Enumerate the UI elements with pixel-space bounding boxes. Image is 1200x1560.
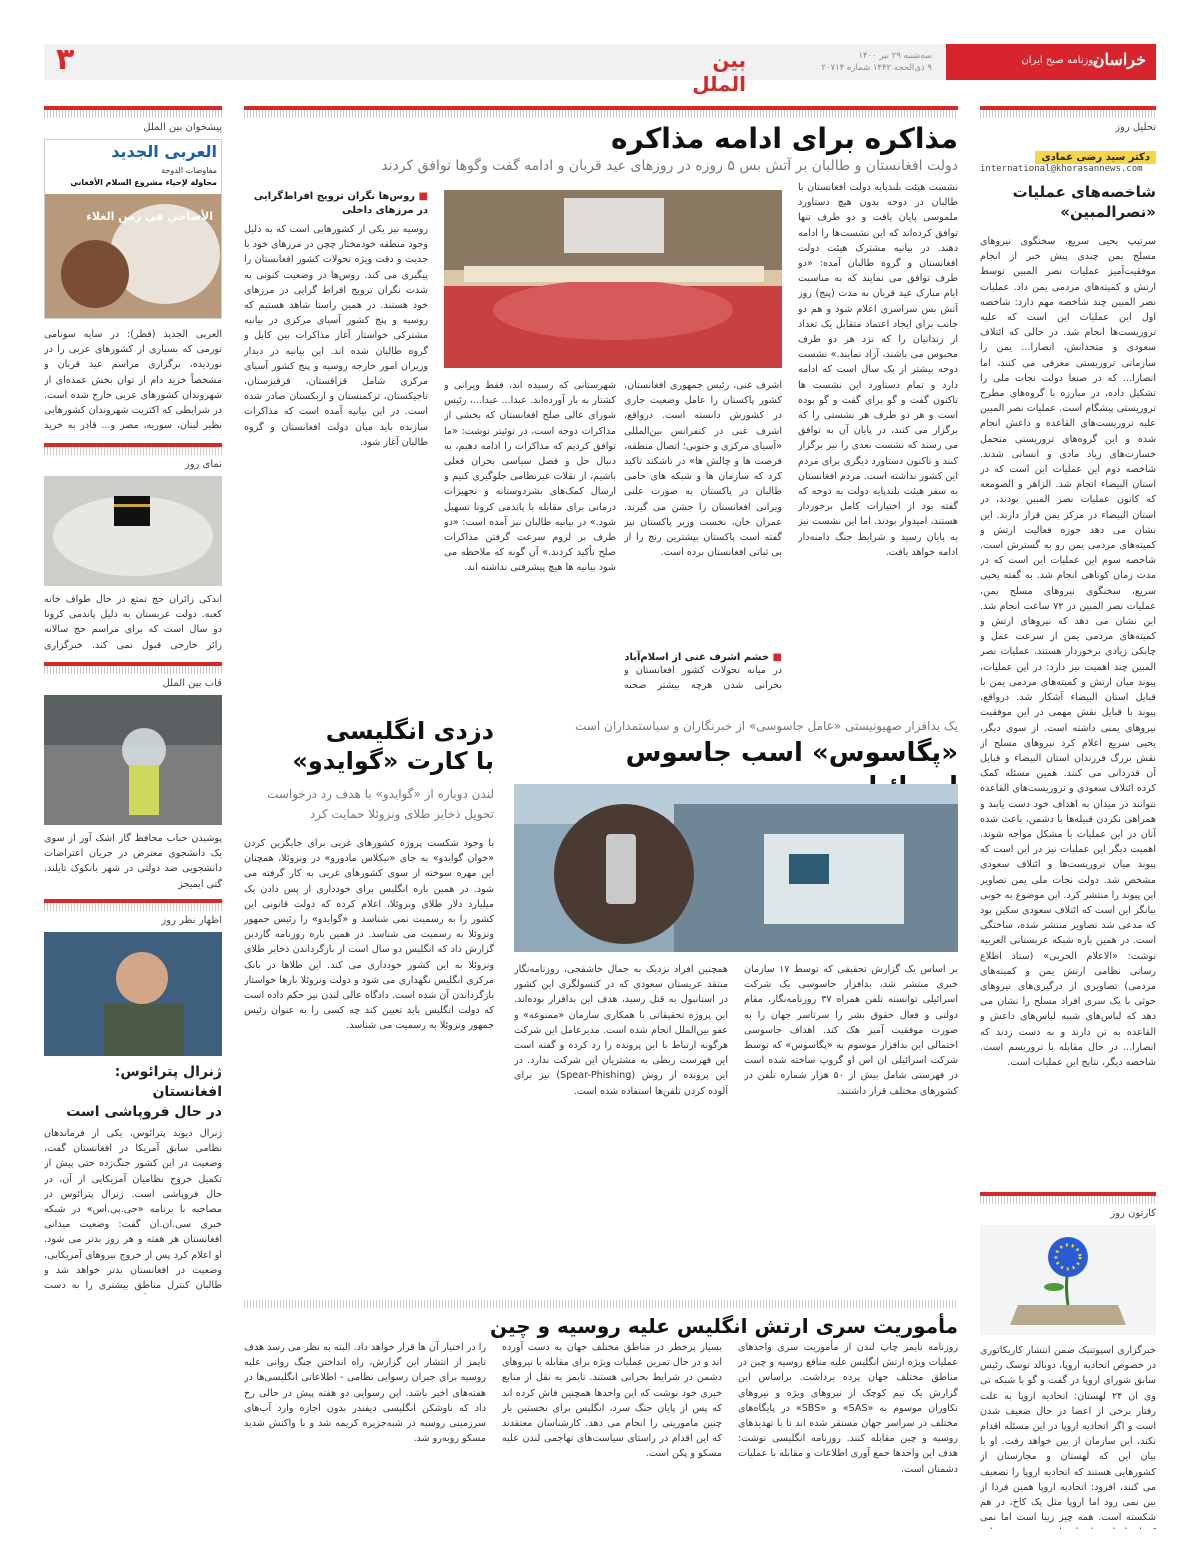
pegasus-photo (514, 784, 958, 952)
cartoon-label: کارتون روز (1110, 1208, 1156, 1219)
brand-bar (946, 44, 1156, 80)
issue-date (772, 50, 932, 74)
uk-title: مأموریت سری ارتش انگلیس علیه روسیه و چین (490, 1314, 958, 1338)
uk-col-3: را در اختیار آن ها قرار خواهد داد. البته به نظر می رسد هدف تایمز از انتشار این گزارش، راه انداختن جنگ روانی علیه روسیه برای جبران رسوایی نظامی - اطلاعاتی انگلیسی‌ها در هفته‌های اخیر باشد. این رسوایی دو هفته پیش در حالی رخ داد که ناوشکن انگلیسی دیفندر بدون اجازه وارد آب‌های سرزمینی روسیه در شبه‌جزیره کریمه شد و با واکنش شدید مسکو روبه‌رو شد. (244, 1342, 486, 1445)
main-col-4 (244, 190, 428, 700)
view-label: نمای روز (184, 459, 222, 470)
kaaba-photo (44, 476, 222, 586)
author-name: دکتر سید رضی عمادی (1035, 151, 1156, 164)
main-col-2: شهرستانی که رسیده اند، فقط ویرانی و کشتار به بار آورده‌اند. عبدا... عبدا...، رئیس شورای عالی صلح افغانستان که بخشی از مذاکرات دوحه است، در توئیتر نوشت: «ما توافق کردیم که مذاکرات را ادامه دهیم، به دنبال حل و فصل سیاسی بحران فعلی باشیم، از نقلات غیرنظامی جلوگیری کنیم و ارسال کمک‌های بشردوستانه و تجهیزات درمانی برای مقابله با پاندمی کرونا تسهیل شود.» در بیانیه طالبان نیز آمده است: «دو طرف بر لزوم سرعت گرفتن مذاکرات صلح تأکید کردند.» آن گونه که ملاحظه می شود بیانیه ها هیچ پیشرفتی نداشته اند. (444, 380, 616, 574)
bangkok-protest-image (44, 695, 222, 825)
analysis-body: سرتیپ یحیی سریع، سخنگوی نیروهای مسلح یمن چندی پیش خبر از انجام موفقیت‌آمیز عملیات نصر المبین توسط ارتش و کمیته‌های مردمی یمن داد. عملیات نصر المبین چند شاخصه مهم دارد: شاخصه اول این عملیات این است که علیه تروریست‌ها انجام شد. در حالی که ائتلاف سعودی و متحدانش، انصارا... یمن را سازمانی تروریستی معرفی می کنند، اما انصارا... که در صنعا دولت نجات ملی را تشکیل داده، در مبارزه با گروه‌های مطرح تروریستی پیشگام است. عملیات نصر المبین علیه تروریست‌های القاعده و داعش انجام شده و این گروه‌های تروریستی متحمل خسارت‌های زیاد مادی و انسانی شدند. شاخصه دوم این عملیات این است که در استان البیضاء انجام شد. الزاهر و الصومعه که کانون عملیات نصر المبین بودند، در استان البیضاء در مرکز یمن قرار دارند. این نشان می دهد حوزه فعالیت ارتش و کمیته‌های مردمی یمن رو به گسترش است. شاخصه سوم این عملیات این است که در مدت زمان کوتاهی انجام شد. به گفته یحیی سریع، سخنگوی نیروهای مسلح یمن، عملیات نصر المبین در ۷۲ ساعت انجام شد. این نشان می دهد که نیروهای ارتش و کمیته‌های مردمی یمن از سرعت عمل و چابکی زیادی برخوردار هستند. عملیات نصر المبین چند اهمیت نیز دارد: در این عملیات، پیوند میان ارتش و کمیته‌های مردمی یمن با قبایل استان البیضاء آشکار شد. درواقع، پیوند با قبایل نقش مهمی در این موفقیت نیروهای یمنی داشته است. از سوی دیگر، یحیی سریع اعلام کرد نیروهای مسلح از نقش بزرگ فرزندان استان البیضاء و قبایل آن قدردانی می کنند. همین مسئله کمک کرده ائتلاف سعودی و تروریست‌های القاعده نتوانند در میدان به اهداف خود دست یابند و همراهی نکردن قبیله‌ها با دشمن، باعث شده آنان در این عملیات با مشکل مواجه شوند. اهمیت دیگر این عملیات نیز در این است که پیوند میان تروریست‌ها و ائتلاف سعودی مشخص شد. دولت نجات ملی یمن تصاویر این پیوند را منتشر کرد. این موضوع به خوبی بیانگر این است که ائتلاف سعودی سکین بود که مدعی شد تصاویر منتشر شده، ساختگی است. در همین باره شبکه عربستانی العربیه نوشت: «الاعلام الحربی» (ستاد اطلاع رسانی نظامی ارتش یمن و کمیته‌های مردمی) تصاویری از درگیری‌های نیروهای حوثی با یک سری افراد مسلح را نشان می دهد که لباس‌های شبیه لباس‌های داعش و القاعده به تن دارند و به دست زدند که انصارا... در حال مقابله با تروریسم است. شاخصه دیگر، نتایج این عملیات است. (980, 236, 1156, 1068)
uk-col-2: بسیار پرخطر در مناطق مختلف جهان به دست آورده اند و در حال تمرین عملیات ویژه برای مقابله با نیروهای دشمن در شرایط بحرانی هستند. تایمز به نقل از منابع خبری خود نوشت که این واحدها همچنین فاش کرده اند که پس از پایان جنگ سرد، انگلیس برای نخستین بار چنین ماموریتی را انجام می دهد. کارشناسان معتقدند که این اقدام در راستای سیاست‌های تهاجمی لندن علیه مسکو و پکن است. (502, 1342, 722, 1460)
page-header (44, 42, 1156, 96)
theft-subtitle: لندن دوباره از «گوایدو» با هدف رد درخواست تحویل ذخایر طلای ونزوئلا حمایت کرد (267, 787, 494, 821)
main-col-4-body: روسیه نیز یکی از کشورهایی است که به دلیل وجود منطقه خودمختار چچن در مرزهای خود با جدیت و دقت ویژه تحولات کشور افغانستان را پیگیری می کند. روس‌ها در وضعیت کنونی به شدت نگران ترویج افراط گرایی در مرزهای خود هستند. در همین راستا شاهد هستیم که روسیه و پنج کشور آسیای مرکزی در بیانیه مشترکی خواستار آغاز مذاکرات بین کابل و گروه طالبان شده اند. این بیانیه در دیدار وزیران امور خارجه روسیه و پنج کشور آسیای مرکزی شامل قزاقستان، قرقیزستان، تاجیکستان، ترکمنستان و ازبکستان صادر شده است. در این بیانیه آمده است که مذاکرات سازنده باید میان دولت افغانستان و گروه طالبان آغاز شود. (244, 224, 428, 448)
kaaba-caption: اندکی زائران حج تمتع در حال طواف خانه کعبه. دولت عربستان به دلیل پاندمی کرونا دو سال است که برای مراسم حج سالانه زائر خارجی قبول نمی کند. خبرگزاری (44, 594, 222, 651)
newsstand-label: پیشخوان بین الملل (143, 122, 222, 133)
protest-photo (44, 695, 222, 825)
main-subtitle: دولت افغانستان و طالبان بر آتش بس ۵ روزه در روزهای عید قربان و ادامه گفت وگوها توافق کردند (381, 158, 958, 174)
phone-user-image (514, 784, 958, 952)
main-col-1: نشست هیئت بلندپایه دولت افغانستان با طالبان در دوحه بدون هیچ دستاورد ملموسی پایان یافت و دو طرف تنها توافق کرده‌اند که این نشست‌ها را ادامه دهند. در بیانیه مشترک هیئت دولت افغانستان و گروه طالبان آمده: «دو طرف توافق می‌ نمایند که به مناسبت ایام مبارک عید قربان به مدت (پنج) روز آتش بس سراسری اعلام شود و هم دو جانب برای ایجاد اعتماد متقابل یک تعداد از زندانیان را که نزد هر دو طرف محبوس می باشند، آزاد نمایند.» نشست دوحه بیشتر از یک سال است که ادامه دارد و تمام دستاورد این نشست ها تاکنون گفت و گو برای گفت و گو بوده است و هر دو طرف هر نشستی را که برگزار می کنند، در پایان آن به توافق می رسند که نشست بعدی را نیز برگزار کنند و تاکنون دستاورد دیگری برای مردم این کشور نداشته است. مردم افغانستان به سفر هیئت بلندپایه دولت به دوحه که گفته بود از اختیارات کامل برخوردار هستند، امیدوار بودند. اما این نشست نیز به پایان رسید و شرایط جنگ دامنه‌دار ادامه خواهد یافت. (798, 182, 958, 558)
brand-logo: خراسان (1092, 50, 1146, 69)
analysis-title-line-2: «نصرالمبین» (1060, 203, 1156, 221)
main-col-3-sub: در میانه تحولات کشور افغانستان و بحرانی شدن هرچه بیشتر صحنه (624, 665, 782, 692)
hatch-divider (244, 110, 958, 118)
date-line-2: ۹ ذی‌الحجه ۱۴۴۲ شماره ۲۰۷۱۴ (821, 63, 932, 73)
newspaper-cover (44, 139, 222, 319)
analysis-column (980, 106, 1156, 1244)
main-title: مذاکره برای ادامه مذاکره (611, 122, 958, 155)
conference-hall-image (444, 190, 782, 368)
theft-title (244, 716, 494, 776)
pegasus-col-1: بر اساس یک گزارش تحقیقی که توسط ۱۷ سازمان خبری منتشر شد، بدافزار جاسوسی یک شرکت اسرائیلی توانسته تلفن همراه ۳۷ روزنامه‌نگار، مقام دولتی و فعال حقوق بشر را سرتاسر جهان را به صورت موفقیت آمیز هک کند. اهداف جاسوسی احتمالی این بدافزار موسوم به «پگاسوس» که توسط شرکت اسرائیلی ان اس او گروپ ساخته شده است در فهرستی شامل بیش از ۵۰ هزار شماره تلفن در کشورهای مختلف قرار داشتند. (744, 964, 958, 1097)
theft-title-line-2: با کارت «گوایدو» (292, 747, 494, 775)
cover-headline-3: الأضاحي في زمن الغلاء (86, 210, 213, 223)
main-col-4-heading-text: روس‌ها نگران ترویج افراط‌گرایی در مرزهای داخلی (253, 191, 428, 216)
analysis-title (980, 182, 1156, 222)
protest-caption: پوشیدن حباب محافظ گاز اشک آور از سوی یک دانشجوی معترض در جریان اعتراضات دانشجویی ضد دولتی در شهر بانکوک تایلند. گتی ایمیجز (44, 833, 222, 890)
theft-title-line-1: دزدی انگلیسی (325, 717, 494, 745)
eu-flower-cartoon (980, 1225, 1156, 1335)
theft-body: با وجود شکست پروژه کشورهای غربی برای جایگزین کردن «خوان گوایدو» به جای «نیکلاس مادورو» در ونزوئلا، همچنان این مهره سوخته از سوی کشورهای غربی به کار گرفته می شود. در همین باره انگلیس برای خودداری از پس دادن یک میلیارد دلار طلای ونزوئلا، اعلام کرده که دولت قانونی این کشور را به رسمیت نمی شناسد و «گوایدو» را رئیس جمهور ونزوئلا به رسمیت می شناسد. در همین باره روزنامه گاردین گزارش داد که انگلیس دو سال است از بازگرداندن ذخایر طلای ونزوئلا به این کشور خودداری می کند. این طلاها در بانک مرکزی انگلیس نگهداری می شود و دولت ونزوئلا بارها خواستار بازگرداندن آن شده است. دادگاه عالی لندن نیز حکم داده است که دولت انگلیس باید تعیین کند چه کسی را به عنوان رئیس جمهور ونزوئلا به رسمیت می شناسد. (244, 838, 494, 1032)
main-col-3-heading: ■ خشم اشرف غنی از اسلام‌آباد (624, 652, 782, 663)
pegasus-col-2: همچنین افراد نزدیک به جمال خاشقجی، روزنامه‌نگار منتقد عربستان سعودی که در کنسولگری این کشور در استانبول به قتل رسید، هدف این بدافزار بوده‌اند. این پروژه تحقیقاتی با همکاری سازمان «ممنوعه» و عفو بین‌الملل انجام شده است. مدیرعامل این شرکت هرگونه ارتباط با این پرونده را رد کرده و گفته است این فهرست ربطی به مشتریان این شرکت ندارد. در این پرونده از روش (Spear-Phishing) نیز برای آلوده کردن تلفن‌ها استفاده شده است. (514, 964, 728, 1097)
opinion-body: ژنرال دیوید پترائوس، یکی از فرماندهان نظامی سابق آمریکا در افغانستان گفت، وضعیت در این کشور جنگ‌زده حتی پیش از تکمیل خروج نظامیان آمریکایی از آن، در حال فروپاشی است. ژنرال پترائوس در مصاحبه با برنامه «جی.پی.اس» در شبکه خبری سی.ان.ان گفت: وضعیت میدانی افغانستان هر هفته و هر روز بدتر می شود. او اعلام کرد پس از خروج نیروهای آمریکایی، وضعیت در افغانستان بدتر خواهد شد و طالبان کنترل مناطق بیشتری را به دست (44, 1128, 222, 1292)
petraeus-portrait (44, 932, 222, 1056)
petraeus-photo (44, 932, 222, 1056)
cover-masthead: العربی الجدید (111, 142, 217, 161)
cover-headline-2: محاولة لإحياء مشروع السلام الأفغاني (70, 178, 217, 187)
page-number: ۳ (56, 42, 75, 77)
opinion-title (44, 1062, 222, 1122)
frame-label: قاب بین الملل (162, 678, 222, 689)
opinion-title-line-2: در حال فروپاشی است (66, 1104, 222, 1120)
hatch-divider (980, 110, 1156, 118)
theft-story (244, 716, 494, 1296)
left-column (44, 106, 222, 1294)
hatch-divider (980, 1196, 1156, 1204)
brand-tagline: روزنامه صبح ایران (1021, 55, 1098, 66)
cartoon-caption: خبرگزاری اسپوتنیک ضمن انتشار کاریکاتوری در خصوص اتحادیه اروپا، دونالد توسک رئیس سابق شورای اروپا در گفت و گو با شبکه تی وی ان ۲۴ لهستان: اتحادیه اروپا به علت رفتار برخی از اعضا در حال ضعیف شدن است و اگر اتحادیه اروپا در این مسئله اقدام نکند، این سازمان از بین خواهد رفت. او با بیان این که لهستان و مجارستان از کشورهایی هستند که اتحادیه اروپا را تضعیف می کنند، افزود: اتحادیه اروپا همین فردا از بین نمی رود اما اروپا مثل یک کاخ، در هم شکسته است. همه چیز زیبا است اما نمی (980, 1345, 1156, 1524)
hatch-divider (44, 903, 222, 911)
main-col-3-heading-text: خشم اشرف غنی از اسلام‌آباد (624, 652, 770, 663)
doha-meeting-photo (444, 190, 782, 368)
hatch-divider (44, 666, 222, 674)
opinion-label: اظهار نظر روز (161, 915, 222, 926)
hatch-divider (44, 110, 222, 118)
author-email: international@khorasannews.com (980, 164, 1143, 174)
analysis-label: تحلیل روز (1115, 122, 1156, 133)
main-story (244, 106, 958, 176)
opinion-title-line-1: ژنرال پترائوس: افغانستان (114, 1064, 222, 1100)
uk-story (244, 1300, 958, 1338)
section-title: بین الملل (692, 48, 746, 96)
cartoon-box (980, 1192, 1156, 1529)
main-col-4-heading: ■ روس‌ها نگران ترویج افراط‌گرایی در مرزهای داخلی (253, 191, 428, 216)
uk-col-1: روزنامه تایمز چاپ لندن از مأموریت سری واحدهای عملیات ویژه ارتش انگلیس علیه منافع روسیه و چین در مناطق مختلف جهان پرده برداشت. براساس این گزارش یک تیم کوچک از نیروهای ویژه و نیروهای تکاوران موسوم به «SAS» و «SBS» در پایگاه‌های مختلف در سراسر جهان مستقر شده اند تا با تهدیدهای روسیه و چین مقابله کنند. روزنامه انگلیسی نوشت: هدف این واحدها جمع آوری اطلاعات و مقابله با عملیات دشمنان است. (738, 1342, 958, 1475)
pegasus-kicker: یک بدافزار صهیونیستی «عامل جاسوسی» از خبرنگاران و سیاستمداران است (575, 719, 958, 733)
cover-headline-1: مفاوضات الدوحة (161, 166, 217, 175)
mecca-image (44, 476, 222, 586)
cartoon-image (980, 1225, 1156, 1335)
hatch-divider (244, 1300, 958, 1308)
date-line-1: سه‌شنبه ۲۹ تیر ۱۴۰۰ (858, 51, 932, 61)
main-col-3-body: اشرف غنی، رئیس جمهوری افغانستان، کشور پاکستان را عامل وضعیت جاری در کشورش دانسته است. درواقع، اشرف غنی در کنفرانس بین‌المللی «آسیای مرکزی و جنوبی؛ اتصال منطقه، فرصت ها و چالش ها» در تاشکند تاکید کرد که سازمان ها و شبکه های حامی طالبان در پاکستان به صورت علنی ویرانی افغانستان را جشن می گیرند. عمران خان، نخست وزیر پاکستان نیز گفته است پاکستان بیشترین رنج را از بی ثباتی افغانستان برده است. (624, 380, 782, 559)
newsstand-caption: العربی الجدید (قطر): در سایه سونامی تورمی که بسیاری از کشورهای عربی را در نوردیده، برگزاری مراسم عید قربان و مشخصاً خرید دام از توان بخش عمده‌ای از شهروندان کشورهای عربی خارج شده است. در شرایطی که اکثریت شهروندان کشورهایی نظیر لبنان، سوریه، مصر و... قادر به خرید (44, 329, 222, 432)
hatch-divider (44, 447, 222, 455)
main-col-3 (624, 378, 782, 700)
pegasus-title: «پگاسوس» اسب جاسوس (625, 738, 958, 768)
analysis-title-line-1: شاخصه‌های عملیات (1012, 183, 1156, 201)
